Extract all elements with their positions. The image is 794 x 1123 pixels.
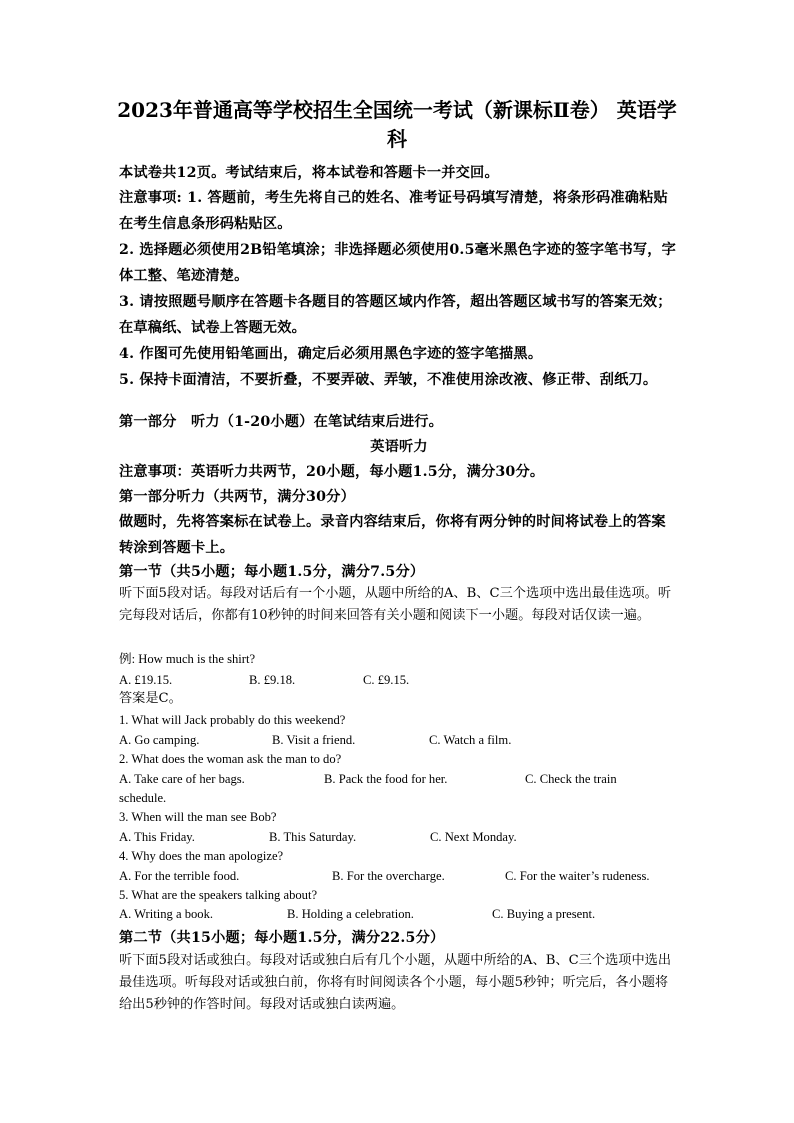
option-c: C. Check the train [525, 772, 617, 786]
option-a: A. Writing a book. [119, 907, 214, 921]
option-a: A. Take care of her bags. [119, 772, 245, 786]
option-c: C. Next Monday. [430, 830, 517, 844]
option-a: A. This Friday. [119, 830, 195, 844]
option-b: B. Holding a celebration. [287, 907, 414, 921]
option-a: A. £19.15. [119, 673, 173, 687]
question-4-options [119, 867, 699, 886]
question-1-options [119, 731, 699, 750]
option-b: B. Pack the food for her. [324, 772, 448, 786]
listening-note: 注意事项：英语听力共两节，20小题，每小题1.5分，满分30分。 [119, 464, 545, 480]
option-c-continued: schedule. [119, 791, 167, 805]
note-item: 5. 保持卡面清洁，不要折叠，不要弄破、弄皱，不准使用涂改液、修正带、刮纸刀。 [119, 372, 658, 388]
example-answer: 答案是C。 [119, 691, 182, 706]
note-item: 注意事项: 1. 答题前，考生先将自己的姓名、准考证号码填写清楚，将条形码准确粘贴在考生信息条形码粘贴区。 [119, 190, 668, 232]
section1-instructions: 听下面5段对话。每段对话后有一个小题，从题中所给的A、B、C三个选项中选出最佳选项。听完每段对话后，你都有10秒钟的时间来回答有关小题和阅读下一小题。每段对话仅读一遍。 [119, 586, 672, 623]
option-b: B. This Saturday. [269, 830, 357, 844]
notes-list [119, 185, 679, 393]
listening-title: 英语听力 [370, 439, 428, 455]
option-a: A. For the terrible food. [119, 869, 240, 883]
question-3-options [119, 828, 699, 847]
question-4: 4. Why does the man apologize? [119, 849, 284, 863]
example-question: 例: How much is the shirt? [119, 652, 256, 666]
option-a: A. Go camping. [119, 733, 200, 747]
option-b: B. For the overcharge. [332, 869, 445, 883]
option-b: B. Visit a friend. [272, 733, 356, 747]
section2-heading: 第二节（共15小题；每小题1.5分，满分22.5分） [119, 930, 445, 946]
question-1: 1. What will Jack probably do this weekend? [119, 713, 346, 727]
option-c: C. Watch a film. [429, 733, 512, 747]
exam-intro: 本试卷共12页。考试结束后，将本试卷和答题卡一并交回。 [119, 165, 499, 181]
part1-subheading: 第一部分听力（共两节，满分30分） [119, 489, 355, 505]
note-item: 2. 选择题必须使用2B铅笔填涂；非选择题必须使用0.5毫米黑色字迹的签字笔书写，字体工整、笔迹清楚。 [119, 242, 677, 284]
note-item: 4. 作图可先使用铅笔画出，确定后必须用黑色字迹的签字笔描黑。 [119, 346, 543, 362]
part1-instructions: 做题时，先将答案标在试卷上。录音内容结束后，你将有两分钟的时间将试卷上的答案转涂到答题卡上。 [119, 514, 666, 556]
note-item: 3. 请按照题号顺序在答题卡各题目的答题区域内作答，超出答题区域书写的答案无效；在草稿纸、试卷上答题无效。 [119, 294, 672, 336]
option-c: C. £9.15. [363, 673, 410, 687]
section2-instructions: 听下面5段对话或独白。每段对话或独白后有几个小题，从题中所给的A、B、C三个选项中选出最佳选项。听每段对话或独白前，你将有时间阅读各个小题，每小题5秒钟；听完后，各小题将给出5秒钟的作答时间。每段对话或独白读两遍。 [119, 953, 672, 1012]
question-3: 3. When will the man see Bob? [119, 810, 277, 824]
section1-heading: 第一节（共5小题；每小题1.5分，满分7.5分） [119, 564, 425, 580]
question-2-options [119, 770, 699, 789]
option-c: C. For the waiter’s rudeness. [505, 869, 650, 883]
question-2: 2. What does the woman ask the man to do? [119, 752, 342, 766]
question-5: 5. What are the speakers talking about? [119, 888, 318, 902]
option-c: C. Buying a present. [492, 907, 596, 921]
exam-title: 2023年普通高等学校招生全国统一考试（新课标Ⅱ卷） 英语学科 [117, 98, 677, 151]
question-5-options [119, 905, 699, 924]
part1-heading: 第一部分 听力（1-20小题）在笔试结束后进行。 [119, 414, 444, 430]
option-b: B. £9.18. [249, 673, 296, 687]
